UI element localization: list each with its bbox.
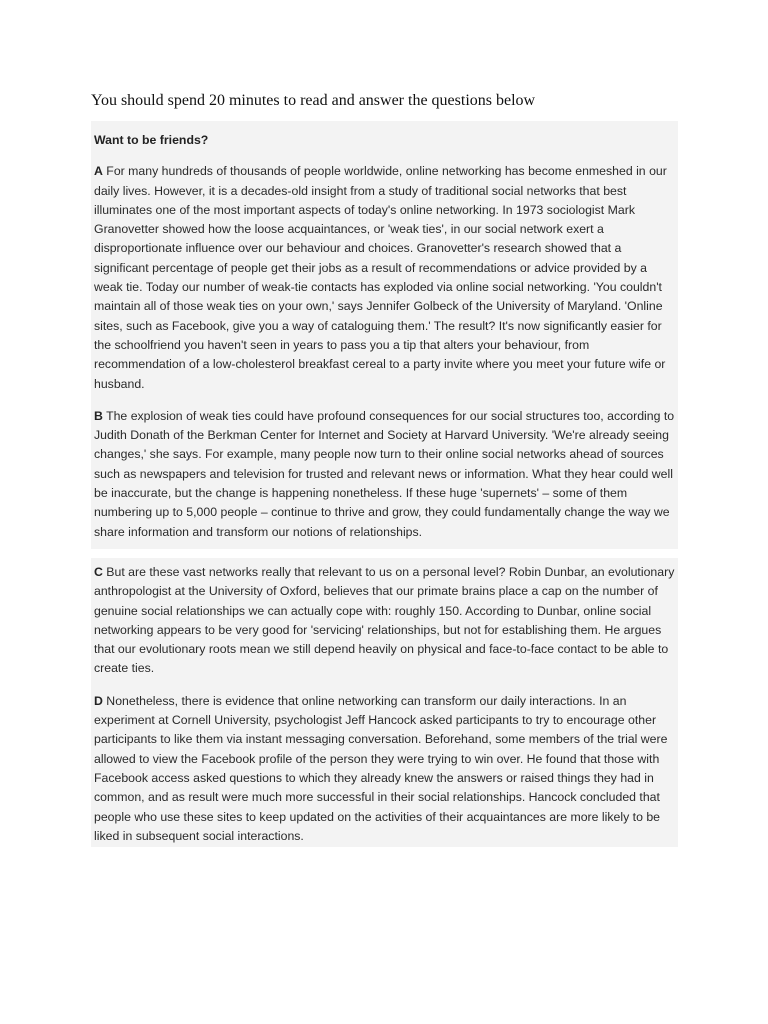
paragraph-b: [94, 407, 675, 542]
instruction-text: You should spend 20 minutes to read and answer the questions below: [91, 92, 536, 109]
paragraph-text: For many hundreds of thousands of people worldwide, online networking has become enmeshed in our daily lives. However, it is a decades-old insight from a study of traditional social networks that best illuminates one of the most important aspects of today's online networking. In 1973 sociologist Mark Granovetter showed how the loose acquaintances, or 'weak ties', in our social network exert a disproportionate influence over our behaviour and choices. Granovetter's research showed that a significant percentage of people get their jobs as a result of recommendations or advice provided by a weak tie. Today our number of weak-tie contacts has exploded via online social networking. 'You couldn't maintain all of those weak ties on your own,' says Jennifer Golbeck of the University of Maryland. 'Online sites, such as Facebook, give you a way of cataloguing them.' The result? It's now significantly easier for the schoolfriend you haven't seen in years to pass you a tip that alters your behaviour, from recommendation of a low-cholesterol breakfast cereal to a party invite where you meet your future wife or husband.: [94, 164, 667, 391]
paragraph-text: But are these vast networks really that relevant to us on a personal level? Robin Dunbar, an evolutionary anthropologist at the University of Oxford, believes that our primate brains place a cap on the number of genuine social relationships we can actually cope with: roughly 150. According to Dunbar, online social networking appears to be very good for 'servicing' relationships, but not for establishing them. He argues that our evolutionary roots mean we still depend heavily on physical and face-to-face contact to be able to create ties.: [94, 565, 675, 676]
paragraph-a: [94, 162, 675, 394]
paragraph-text: Nonetheless, there is evidence that online networking can transform our daily interactions. In an experiment at Cornell University, psychologist Jeff Hancock asked participants to try to encourage other participants to like them via instant messaging conversation. Beforehand, some members of the trial were allowed to view the Facebook profile of the person they were trying to win over. He found that those with Facebook access asked questions to which they already knew the answers or raised things they had in common, and as result were much more successful in their social relationships. Hancock concluded that people who use these sites to keep updated on the activities of their acquaintances are more likely to be liked in subsequent social interactions.: [94, 693, 668, 843]
passage-title: Want to be friends?: [94, 133, 209, 147]
paragraph-text: The explosion of weak ties could have profound consequences for our social structures too, according to Judith Donath of the Berkman Center for Internet and Society at Harvard University. 'We're already seeing changes,' she says. For example, many people now turn to their online social networks ahead of sources such as newspapers and television for trusted and relevant news or information. What they hear could well be inaccurate, but the change is happening nonetheless. If these huge 'supernets' – some of them numbering up to 5,000 people – continue to thrive and grow, they could fundamentally change the way we share information and transform our notions of relationships.: [94, 408, 675, 539]
paragraph-letter: B: [94, 408, 103, 423]
paragraph-d: [94, 692, 675, 846]
paragraph-letter: A: [94, 164, 103, 179]
passage-block-bottom: [91, 558, 678, 847]
paragraph-letter: C: [94, 565, 103, 579]
paragraph-letter: D: [94, 693, 103, 708]
passage-block-top: [91, 121, 678, 549]
paragraph-c: [94, 563, 675, 679]
